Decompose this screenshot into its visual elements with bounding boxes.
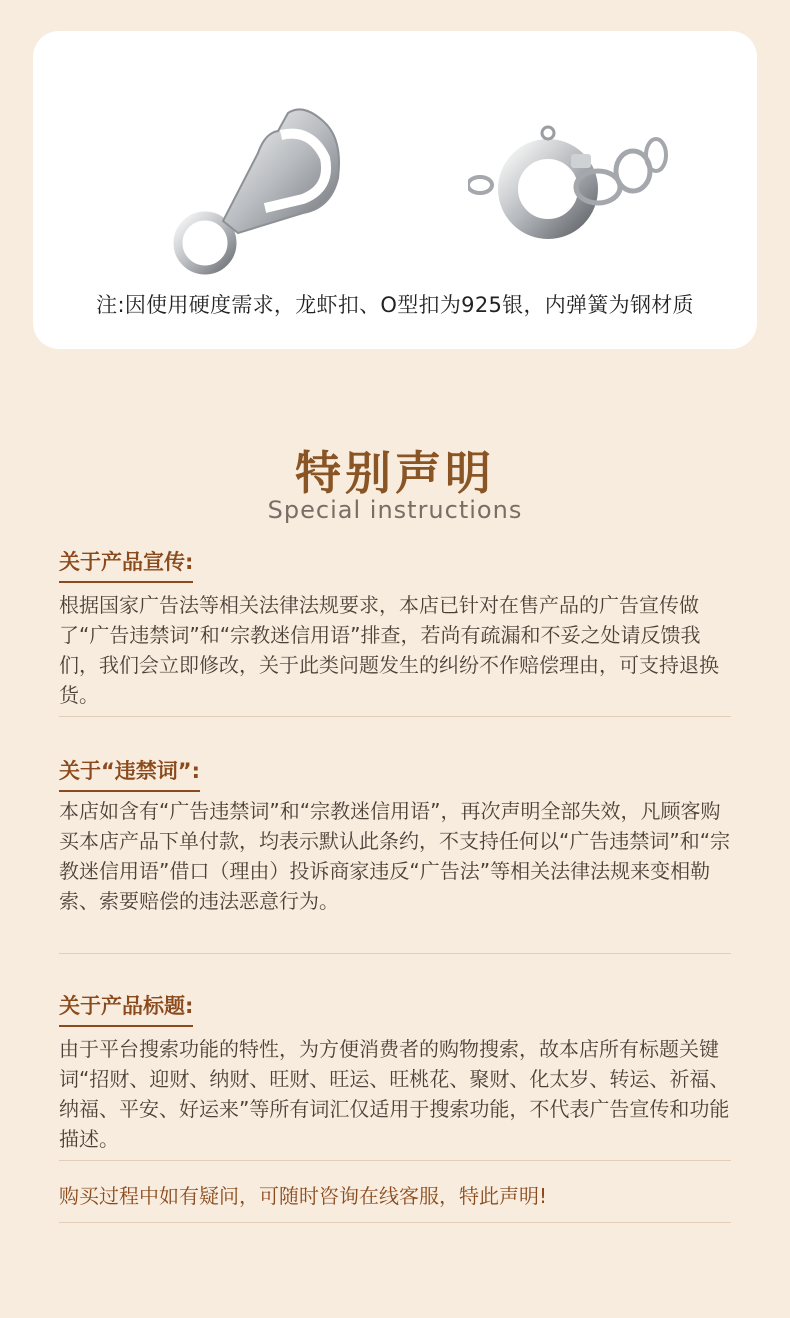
- section-body-product-title: 由于平台搜索功能的特性，为方便消费者的购物搜索，故本店所有标题关键词“招财、迎财、纳财、旺财、旺运、旺桃花、聚财、化太岁、转运、祈福、纳福、平安、好运来”等所有词汇仅适用于搜索功能，不代表广告宣传和功能描述。: [59, 1037, 730, 1151]
- lobster-clasp-icon: [153, 93, 363, 288]
- divider: [59, 1222, 731, 1223]
- divider: [59, 716, 731, 717]
- section-body-promotion: 根据国家广告法等相关法律法规要求，本店已针对在售产品的广告宣传做了“广告违禁词”和“宗教迷信用语”排查，若尚有疏漏和不妥之处请反馈我们，我们会立即修改，关于此类问题发生的纠纷不作赔偿理由，可支持退换货。: [59, 593, 719, 707]
- divider: [59, 1160, 731, 1161]
- material-note: 注:因使用硬度需求，龙虾扣、O型扣为925银，内弹簧为钢材质: [96, 293, 694, 317]
- section-body-banned-words: 本店如含有“广告违禁词”和“宗教迷信用语”，再次声明全部失效，凡顾客购买本店产品下单付款，均表示默认此条约，不支持任何以“广告违禁词”和“宗教迷信用语”借口（理由）投诉商家违反“广告法”等相关法律法规来变相勒索、索要赔偿的违法恶意行为。: [59, 799, 731, 913]
- closing-statement: 购买过程中如有疑问，可随时咨询在线客服，特此声明!: [59, 1184, 548, 1208]
- section-title-promotion: 关于产品宣传:: [59, 546, 193, 583]
- section-title-product-title: 关于产品标题:: [59, 990, 193, 1027]
- spring-ring-clasp-icon: [468, 119, 678, 249]
- page-title: 特别声明: [295, 446, 495, 500]
- page-subtitle: Special instructions: [267, 496, 523, 524]
- section-title-banned-words: 关于“违禁词”:: [59, 755, 200, 792]
- divider: [59, 953, 731, 954]
